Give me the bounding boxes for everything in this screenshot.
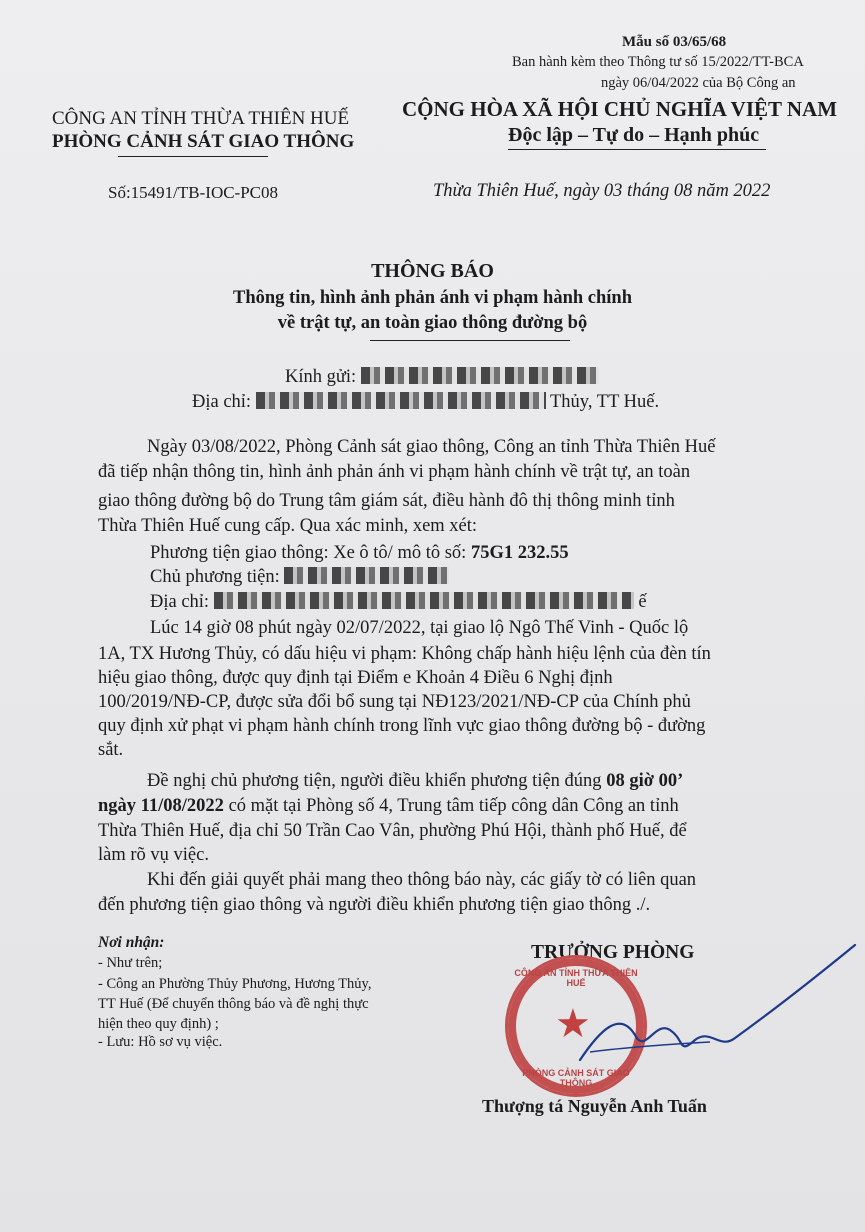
owner-line	[150, 567, 449, 588]
national-motto: Độc lập – Tự do – Hạnh phúc	[508, 124, 760, 146]
recipients-item-1: - Như trên;	[98, 955, 163, 971]
p2-line-1: Lúc 14 giờ 08 phút ngày 02/07/2022, tại giao lộ Ngô Thế Vinh - Quốc lộ	[150, 618, 689, 638]
p3-line-2-text: có mặt tại Phòng số 4, Trung tâm tiếp công dân Công an tỉnh	[228, 796, 679, 816]
agency-underline	[118, 156, 268, 157]
p1-line-2: đã tiếp nhận thông tin, hình ảnh phản ánh vi phạm hành chính về trật tự, an toàn	[98, 462, 691, 482]
address-tail: Thủy, TT Huế.	[550, 392, 660, 412]
star-icon: ★	[555, 1001, 591, 1046]
p1-line-3: giao thông đường bộ do Trung tâm giám sát, điều hành đô thị thông minh tỉnh	[98, 491, 675, 511]
p3-line-4: làm rõ vụ việc.	[98, 845, 209, 865]
document-number: Số:15491/TB-IOC-PC08	[108, 183, 279, 202]
title-underline	[370, 340, 570, 341]
p4-line-1: Khi đến giải quyết phải mang theo thông báo này, các giấy tờ có liên quan	[147, 870, 697, 890]
owner-redacted	[284, 567, 449, 584]
owner-address-tail: ế	[638, 592, 647, 612]
document-subtitle-1: Thông tin, hình ảnh phản ánh vi phạm hành chính	[233, 288, 632, 308]
recipient-line	[285, 367, 599, 388]
recipient-address-line	[192, 392, 659, 413]
p3-line-2	[98, 796, 679, 817]
signer-name: Thượng tá Nguyễn Anh Tuấn	[482, 1096, 707, 1116]
p2-line-5: quy định xử phạt vi phạm hành chính trong lĩnh vực giao thông đường bộ - đường	[98, 716, 706, 736]
owner-address-line	[150, 592, 647, 613]
vehicle-label: Phương tiện giao thông: Xe ô tô/ mô tô số:	[150, 543, 467, 563]
vehicle-line	[150, 543, 569, 564]
recipient-label: Kính gửi:	[285, 367, 357, 387]
p4-line-2: đến phương tiện giao thông và người điều khiển phương tiện giao thông ./.	[98, 895, 651, 915]
p1-line-4: Thừa Thiên Huế cung cấp. Qua xác minh, xem xét:	[98, 516, 478, 536]
p2-line-3: hiệu giao thông, được quy định tại Điểm e Khoản 4 Điều 6 Nghị định	[98, 668, 613, 688]
country-name: CỘNG HÒA XÃ HỘI CHỦ NGHĨA VIỆT NAM	[402, 97, 838, 121]
handwritten-signature	[560, 940, 860, 1080]
p2-line-4: 100/2019/NĐ-CP, được sửa đổi bổ sung tại NĐ123/2021/NĐ-CP của Chính phủ	[98, 692, 691, 712]
recipients-label: Nơi nhận:	[98, 934, 165, 951]
p2-line-6: sắt.	[98, 740, 124, 760]
address-label: Địa chỉ:	[192, 392, 252, 412]
form-issued-date: ngày 06/04/2022 của Bộ Công an	[601, 75, 796, 91]
appointment-time: 08 giờ 00’	[606, 771, 684, 791]
owner-address-label: Địa chỉ:	[150, 592, 210, 612]
signer-title: TRƯỞNG PHÒNG	[531, 942, 695, 963]
p3-line-1	[147, 771, 683, 792]
recipient-redacted	[361, 367, 599, 384]
document-subtitle-2: về trật tự, an toàn giao thông đường bộ	[277, 313, 588, 333]
recipients-item-4: hiện theo quy định) ;	[98, 1016, 219, 1032]
p2-line-2: 1A, TX Hương Thủy, có dấu hiệu vi phạm: Không chấp hành hiệu lệnh của đèn tín	[98, 644, 711, 664]
motto-underline	[508, 149, 766, 150]
stamp-top-text: CÔNG AN TỈNH THỪA THIÊN HUẾ	[514, 968, 638, 988]
agency-unit: PHÒNG CẢNH SÁT GIAO THÔNG	[52, 131, 355, 152]
form-issued-with: Ban hành kèm theo Thông tư số 15/2022/TT-BCA	[512, 54, 804, 70]
recipients-item-5: - Lưu: Hồ sơ vụ việc.	[98, 1034, 223, 1050]
owner-label: Chủ phương tiện:	[150, 567, 280, 587]
recipients-item-2: - Công an Phường Thủy Phương, Hương Thủy,	[98, 976, 372, 992]
form-number: Mẫu số 03/65/68	[622, 34, 727, 50]
p1-line-1: Ngày 03/08/2022, Phòng Cảnh sát giao thông, Công an tỉnh Thừa Thiên Huế	[147, 437, 716, 457]
document-title: THÔNG BÁO	[371, 260, 494, 282]
vehicle-plate: 75G1 232.55	[470, 543, 569, 563]
stamp-bottom-text: PHÒNG CẢNH SÁT GIAO THÔNG	[522, 1068, 630, 1088]
p3-line-3: Thừa Thiên Huế, địa chỉ 50 Trần Cao Vân, phường Phú Hội, thành phố Huế, để	[98, 821, 687, 841]
address-redacted	[256, 392, 546, 409]
agency-parent: CÔNG AN TỈNH THỪA THIÊN HUẾ	[52, 108, 350, 129]
place-date: Thừa Thiên Huế, ngày 03 tháng 08 năm 2022	[433, 181, 771, 201]
owner-address-redacted	[214, 592, 634, 609]
appointment-date: ngày 11/08/2022	[98, 796, 224, 816]
recipients-item-3: TT Huế (Để chuyển thông báo và đề nghị thực	[98, 996, 369, 1012]
p3-line-1-text: Đề nghị chủ phương tiện, người điều khiển phương tiện đúng	[147, 771, 602, 791]
